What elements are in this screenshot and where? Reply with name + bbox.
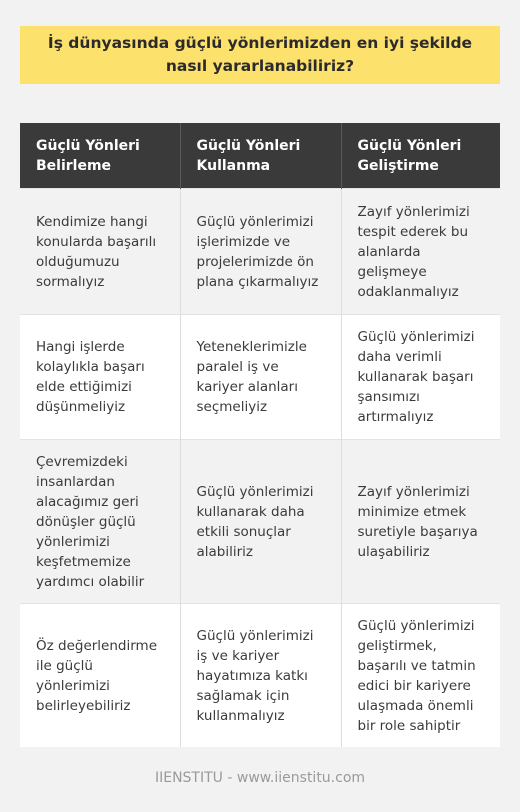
table-cell: Güçlü yönlerimizi işlerimizde ve projelerimizde ön plana çıkarmalıyız xyxy=(180,189,341,315)
table-row xyxy=(20,440,500,604)
table-cell: Güçlü yönlerimizi kullanarak daha etkili sonuçlar alabiliriz xyxy=(180,440,341,604)
table-cell: Kendimize hangi konularda başarılı olduğumuzu sormalıyız xyxy=(20,189,180,315)
table-cell: Hangi işlerde kolaylıkla başarı elde ettiğimizi düşünmeliyiz xyxy=(20,315,180,440)
column-header-use: Güçlü Yönleri Kullanma xyxy=(180,123,341,189)
table-cell: Güçlü yönlerimizi iş ve kariyer hayatımıza katkı sağlamak için kullanmalıyız xyxy=(180,604,341,748)
table-row xyxy=(20,604,500,748)
table-cell: Yeteneklerimizle paralel iş ve kariyer alanları seçmeliyiz xyxy=(180,315,341,440)
table-cell: Güçlü yönlerimizi daha verimli kullanarak başarı şansımızı artırmalıyız xyxy=(341,315,500,440)
column-header-identify: Güçlü Yönleri Belirleme xyxy=(20,123,180,189)
table-cell: Güçlü yönlerimizi geliştirmek, başarılı ve tatmin edici bir kariyere ulaşmada önemli bir role sahiptir xyxy=(341,604,500,748)
table-cell: Öz değerlendirme ile güçlü yönlerimizi belirleyebiliriz xyxy=(20,604,180,748)
table-row xyxy=(20,189,500,315)
column-header-develop: Güçlü Yönleri Geliştirme xyxy=(341,123,500,189)
strengths-table xyxy=(20,123,500,747)
table-header-row xyxy=(20,123,500,189)
title-banner xyxy=(20,26,500,84)
page-title: İş dünyasında güçlü yönlerimizden en iyi şekilde nasıl yararlanabiliriz? xyxy=(47,34,473,75)
table-row xyxy=(20,315,500,440)
footer-credit: IIENSTITU - www.iienstitu.com xyxy=(154,770,366,786)
table-cell: Zayıf yönlerimizi minimize etmek suretiyle başarıya ulaşabiliriz xyxy=(341,440,500,604)
table-cell: Zayıf yönlerimizi tespit ederek bu alanlarda gelişmeye odaklanmalıyız xyxy=(341,189,500,315)
table-cell: Çevremizdeki insanlardan alacağımız geri dönüşler güçlü yönlerimizi keşfetmemize yardımcı olabilir xyxy=(20,440,180,604)
